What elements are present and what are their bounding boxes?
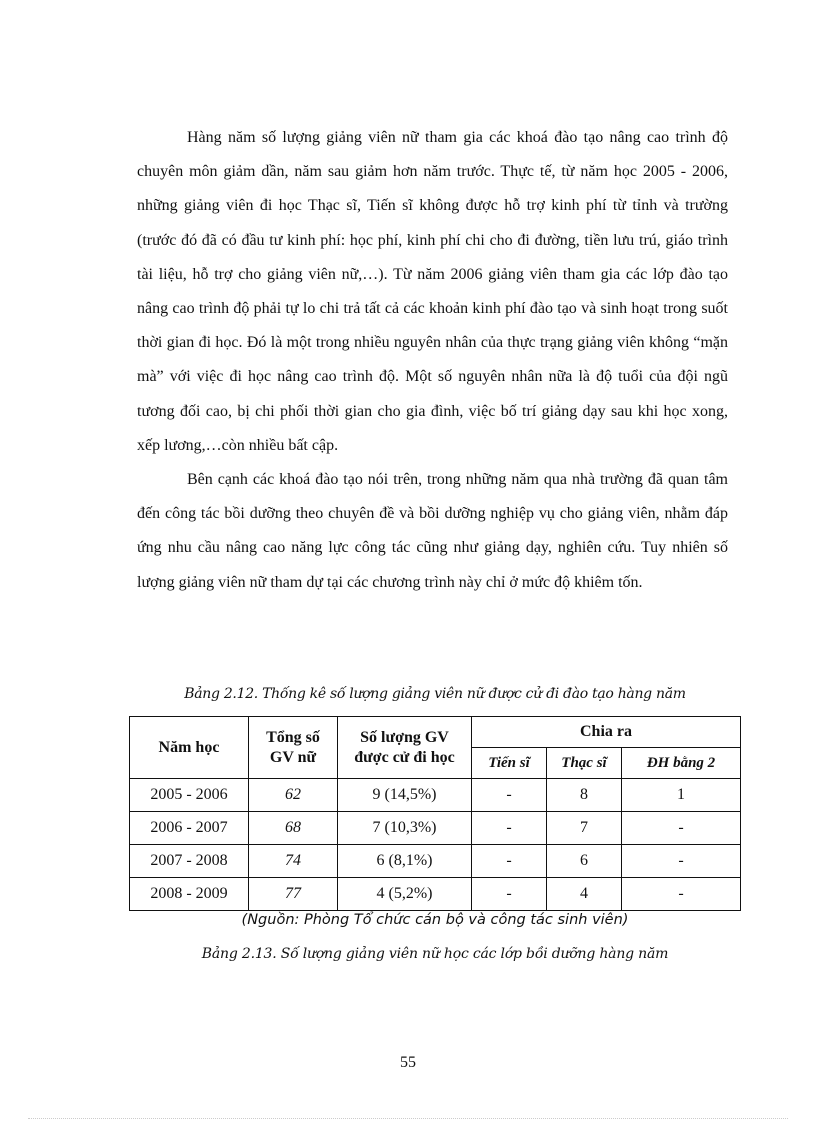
cell-second-degree: - (622, 878, 741, 911)
header-total-text: Tổng số GV nữ (266, 728, 320, 766)
header-breakdown: Chia ra (472, 717, 741, 748)
cell-total: 74 (249, 845, 338, 878)
header-sent (338, 717, 472, 779)
cell-phd: - (472, 878, 547, 911)
table-row (130, 845, 741, 878)
table-header-row (130, 717, 741, 748)
cell-total: 68 (249, 812, 338, 845)
header-total (249, 717, 338, 779)
header-master: Thạc sĩ (547, 748, 622, 779)
cell-year: 2005 - 2006 (130, 779, 249, 812)
cell-phd: - (472, 779, 547, 812)
cell-year: 2006 - 2007 (130, 812, 249, 845)
paragraph-1: Hàng năm số lượng giảng viên nữ tham gia các khoá đào tạo nâng cao trình độ chuyên môn giảm dần, năm sau giảm hơn năm trước. Thực tế, từ năm học 2005 - 2006, những giảng viên đi học Thạc sĩ, Tiến sĩ không được hỗ trợ kinh phí từ tỉnh và trường (trước đó đã có đầu tư kinh phí: học phí, kinh phí chi cho đi đường, tiền lưu trú, giáo trình tài liệu, hỗ trợ cho giảng viên nữ,…). Từ năm 2006 giảng viên tham gia các lớp đào tạo nâng cao trình độ phải tự lo chi trả tất cả các khoản kinh phí đào tạo và sinh hoạt trong suốt thời gian đi học. Đó là một trong nhiều nguyên nhân của thực trạng giảng viên không “mặn mà” với việc đi học nâng cao trình độ. Một số nguyên nhân nữa là độ tuổi của đội ngũ tương đối cao, bị chi phối thời gian cho gia đình, việc bố trí giảng dạy sau khi học xong, xếp lương,…còn nhiều bất cập. (137, 129, 728, 454)
table-row (130, 878, 741, 911)
cell-second-degree: - (622, 845, 741, 878)
cell-master: 4 (547, 878, 622, 911)
cell-total: 62 (249, 779, 338, 812)
cell-year: 2007 - 2008 (130, 845, 249, 878)
table-caption: Bảng 2.12. Thống kê số lượng giảng viên nữ được cử đi đào tạo hàng năm (184, 686, 686, 702)
paragraph-2: Bên cạnh các khoá đào tạo nói trên, trong những năm qua nhà trường đã quan tâm đến công tác bồi dưỡng theo chuyên đề và bồi dưỡng nghiệp vụ cho giảng viên, nhằm đáp ứng nhu cầu nâng cao năng lực công tác cũng như giảng dạy, nghiên cứu. Tuy nhiên số lượng giảng viên nữ tham dự tại các chương trình này chỉ ở mức độ khiêm tốn. (137, 471, 728, 591)
cell-sent: 7 (10,3%) (338, 812, 472, 845)
header-sent-text: Số lượng GV được cử đi học (354, 728, 455, 766)
header-second-degree: ĐH bằng 2 (622, 748, 741, 779)
cell-sent: 9 (14,5%) (338, 779, 472, 812)
cell-phd: - (472, 845, 547, 878)
body-text (137, 121, 728, 600)
cell-second-degree: 1 (622, 779, 741, 812)
header-phd: Tiến sĩ (472, 748, 547, 779)
cell-phd: - (472, 812, 547, 845)
cell-master: 6 (547, 845, 622, 878)
cell-sent: 4 (5,2%) (338, 878, 472, 911)
page-number: 55 (400, 1054, 416, 1071)
cell-year: 2008 - 2009 (130, 878, 249, 911)
header-year: Năm học (130, 717, 249, 779)
cell-master: 8 (547, 779, 622, 812)
cell-second-degree: - (622, 812, 741, 845)
training-stats-table (129, 716, 741, 911)
table-row (130, 812, 741, 845)
cell-master: 7 (547, 812, 622, 845)
cell-total: 77 (249, 878, 338, 911)
next-table-caption: Bảng 2.13. Số lượng giảng viên nữ học các lớp bồi dưỡng hàng năm (201, 946, 669, 962)
cell-sent: 6 (8,1%) (338, 845, 472, 878)
table-source: (Nguồn: Phòng Tổ chức cán bộ và công tác sinh viên) (241, 912, 629, 928)
table-row (130, 779, 741, 812)
page-bottom-rule (28, 1118, 788, 1119)
